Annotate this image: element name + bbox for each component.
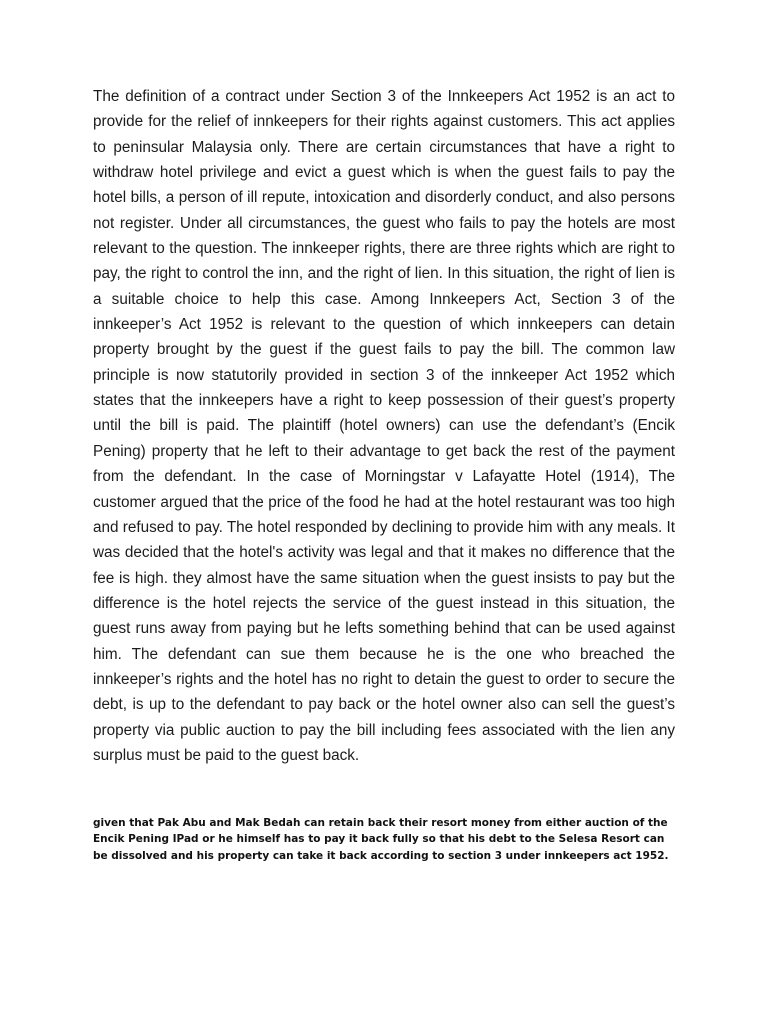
main-paragraph: The definition of a contract under Section 3 of the Innkeepers Act 1952 is an act to provide for the relief of innkeepers for their rights against customers. This act applies to peninsular Malaysia only. There are certain circumstances that have a right to withdraw hotel privilege and evict a guest which is when the guest fails to pay the hotel bills, a person of ill repute, intoxication and disorderly conduct, and also persons not register. Under all circumstances, the guest who fails to pay the hotels are most relevant to the question. The innkeeper rights, there are three rights which are right to pay, the right to control the inn, and the right of lien. In this situation, the right of lien is a suitable choice to help this case. Among Innkeepers Act, Section 3 of the innkeeper’s Act 1952 is relevant to the question of which innkeepers can detain property brought by the guest if the guest fails to pay the bill. The common law principle is now statutorily provided in section 3 of the innkeeper Act 1952 which states that the innkeepers have a right to keep possession of their guest’s property until the bill is paid. The plaintiff (hotel owners) can use the defendant’s (Encik Pening) property that he left to their advantage to get back the rest of the payment from the defendant. In the case of Morningstar v Lafayatte Hotel (1914), The customer argued that the price of the food he had at the hotel restaurant was too high and refused to pay. The hotel responded by declining to provide him with any meals. It was decided that the hotel's activity was legal and that it makes no difference that the fee is high. they almost have the same situation when the guest insists to pay but the difference is the hotel rejects the service of the guest instead in this situation, the guest runs away from paying but he lefts something behind that can be used against him. The defendant can sue them because he is the one who breached the innkeeper’s rights and the hotel has no right to detain the guest to order to secure the debt, is up to the defendant to pay back or the hotel owner also can sell the guest’s property via public auction to pay the bill including fees associated with the lien any surplus must be paid to the guest back. [93,88,675,764]
conclusion-paragraph: given that Pak Abu and Mak Bedah can retain back their resort money from either auction of the Encik Pening IPad or he himself has to pay it back fully so that his debt to the Selesa Resort can be dissolved and his property can take it back according to section 3 under innkeepers act 1952. [93,817,669,862]
